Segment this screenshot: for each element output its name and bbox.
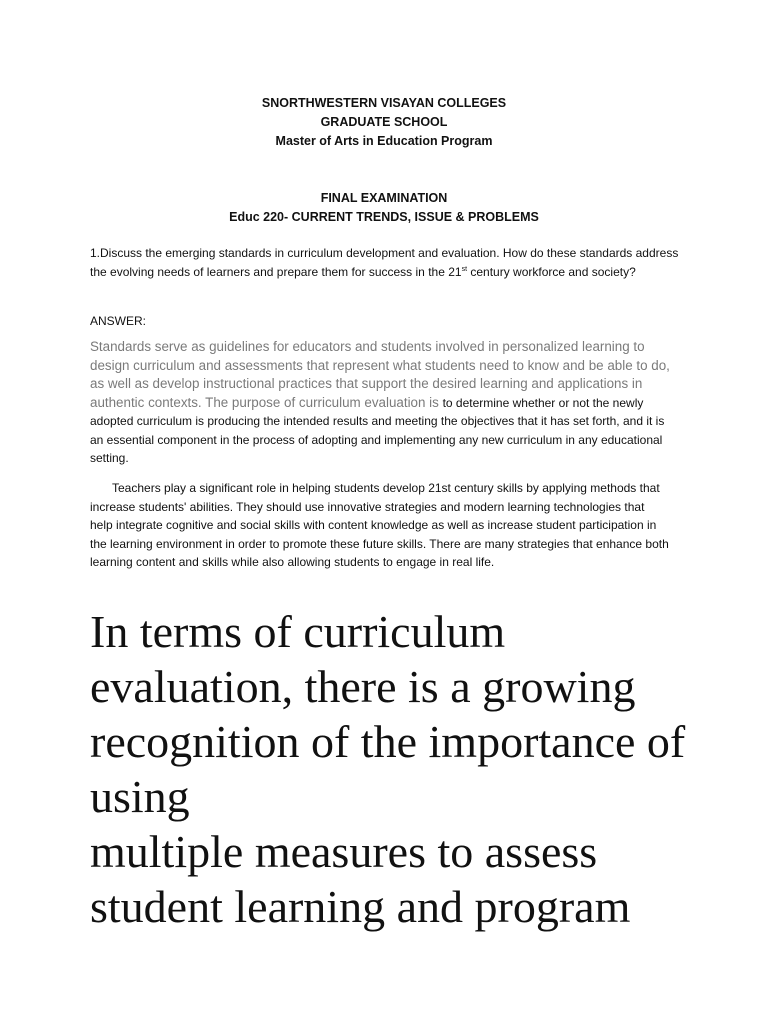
question-text [90, 244, 680, 282]
large-text-line: using [90, 771, 190, 822]
large-text-block [90, 604, 730, 934]
program-name: Master of Arts in Education Program [275, 134, 493, 148]
answer-paragraph-1 [90, 338, 680, 468]
school-name: GRADUATE SCHOOL [320, 115, 448, 129]
large-text-line: student learning and program [90, 881, 631, 932]
answer-paragraph-2: Teachers play a significant role in helping students develop 21st century skills by applying methods that increase students' abilities. They should use innovative strategies and modern learning technologies that help integrate cognitive and social skills with content knowledge as well as increase student participation in the learning environment in order to promote these future skills. There are many strategies that enhance both learning content and skills while also allowing students to engage in real life. [90, 481, 669, 569]
exam-heading [0, 189, 768, 227]
question-text-end: century workforce and society? [467, 265, 636, 279]
institution-header [0, 94, 768, 151]
answer-paragraph-1-dark: to determine whether or not the newly adopted curriculum is producing the intended results and meeting the objectives that it has set forth, and it is an essential component in the process of adopting and implementing any new curriculum in any educational setting. [90, 395, 665, 465]
course-title: Educ 220- CURRENT TRENDS, ISSUE & PROBLEMS [229, 210, 539, 224]
answer-paragraph-1-gray: Standards serve as guidelines for educators and students involved in personalized learning to design curriculum and assessments that represent what students need to know and be able to do, as well as develop instructional practices that support the desired learning and applications in authentic contexts. The purpose of curriculum evaluation is [90, 339, 670, 410]
large-text-line: recognition of the importance of [90, 716, 686, 767]
large-text-line: multiple measures to assess [90, 826, 598, 877]
large-text-line: evaluation, there is a growing [90, 661, 636, 712]
question-superscript: st [461, 266, 468, 273]
college-name: SNORTHWESTERN VISAYAN COLLEGES [261, 96, 507, 110]
exam-title: FINAL EXAMINATION [320, 191, 448, 205]
large-text-line: In terms of curriculum [90, 606, 506, 657]
question-text-main: 1.Discuss the emerging standards in curriculum development and evaluation. How do these standards address the evolving needs of learners and prepare them for success in the 21 [90, 246, 679, 279]
answer-label: ANSWER: [90, 314, 147, 328]
